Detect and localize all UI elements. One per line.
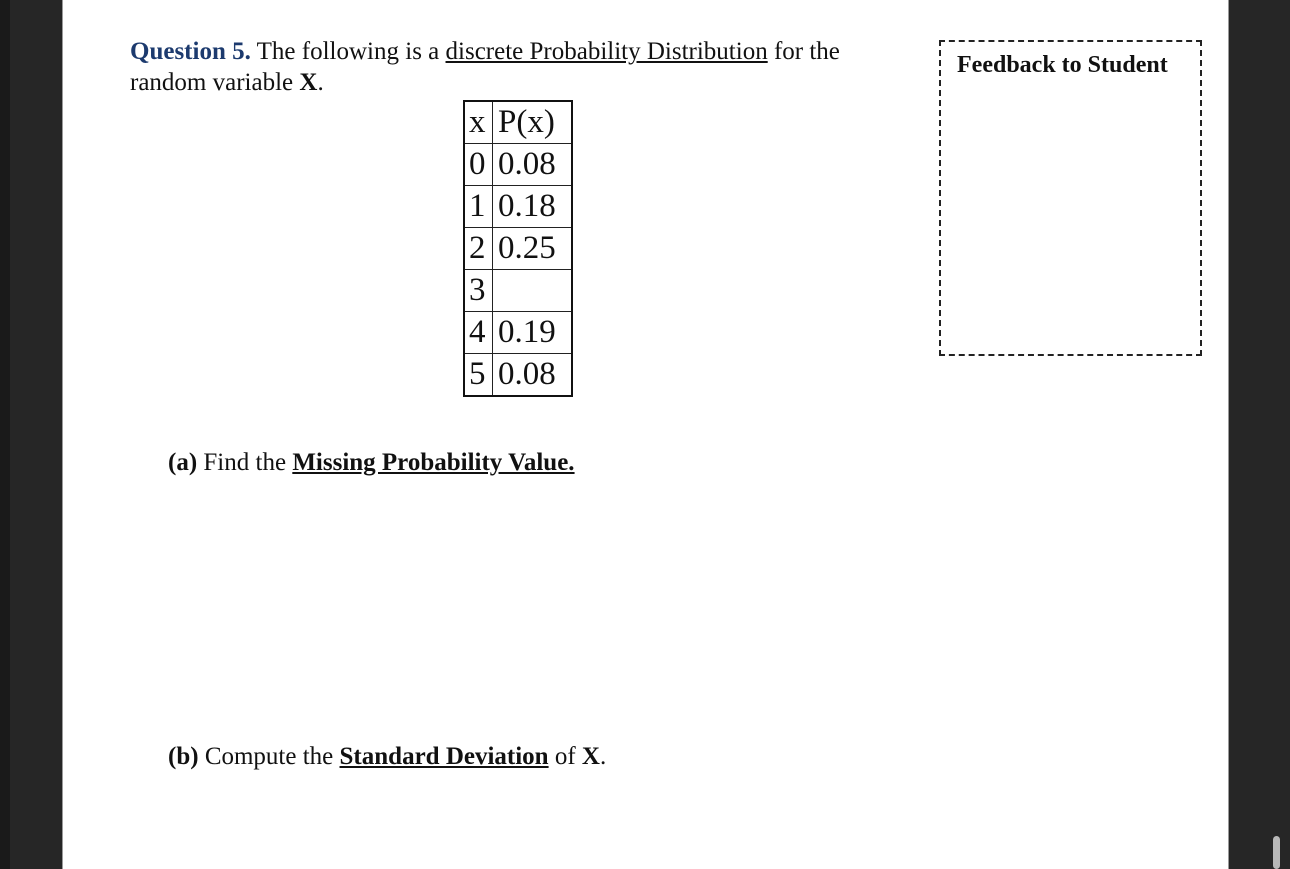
question-variable: X	[299, 69, 318, 96]
table-cell-p: 0.19	[493, 312, 573, 354]
table-cell-p: 0.25	[493, 228, 573, 270]
probability-distribution-table	[463, 100, 573, 397]
part-a-text: Find the	[197, 449, 293, 476]
table-cell-x: 4	[464, 312, 493, 354]
document-page	[62, 0, 1229, 869]
table-cell-x: 5	[464, 354, 493, 397]
missing-probability-cell	[493, 270, 573, 312]
table-cell-x: 0	[464, 144, 493, 186]
part-b-text: Compute the	[198, 743, 340, 770]
part-b-emphasis: Standard Deviation	[339, 743, 549, 770]
table-header-row	[464, 101, 572, 144]
table-row	[464, 270, 572, 312]
table-cell-x: 2	[464, 228, 493, 270]
question-link-text: discrete Probability Distribution	[445, 38, 768, 65]
question-label: Question 5.	[130, 38, 251, 65]
feedback-box[interactable]	[939, 40, 1202, 356]
feedback-title: Feedback to Student	[957, 52, 1168, 78]
table-cell-p: 0.08	[493, 354, 573, 397]
question-text-before: The following is a	[250, 38, 446, 65]
question-text-after: for the random variable	[130, 38, 840, 96]
part-b-end: .	[599, 743, 607, 770]
table-row	[464, 186, 572, 228]
part-a-label: (a)	[168, 449, 198, 476]
question-end: .	[317, 69, 324, 96]
part-a	[168, 447, 575, 478]
table-row	[464, 144, 572, 186]
table-row	[464, 228, 572, 270]
part-b-tail: of	[548, 743, 582, 770]
part-b-variable: X	[581, 743, 600, 770]
table-header-px: P(x)	[493, 101, 573, 144]
viewer-left-edge	[0, 0, 10, 869]
table-header-x: x	[464, 101, 493, 144]
question-prompt	[130, 36, 890, 98]
part-b-label: (b)	[168, 743, 199, 770]
part-b	[168, 741, 606, 772]
table-cell-p: 0.08	[493, 144, 573, 186]
table-cell-p: 0.18	[493, 186, 573, 228]
table-row	[464, 354, 572, 397]
table-row	[464, 312, 572, 354]
table-cell-x: 1	[464, 186, 493, 228]
part-a-emphasis: Missing Probability Value.	[292, 449, 575, 476]
table-cell-x: 3	[464, 270, 493, 312]
scrollbar-thumb[interactable]	[1273, 836, 1280, 869]
